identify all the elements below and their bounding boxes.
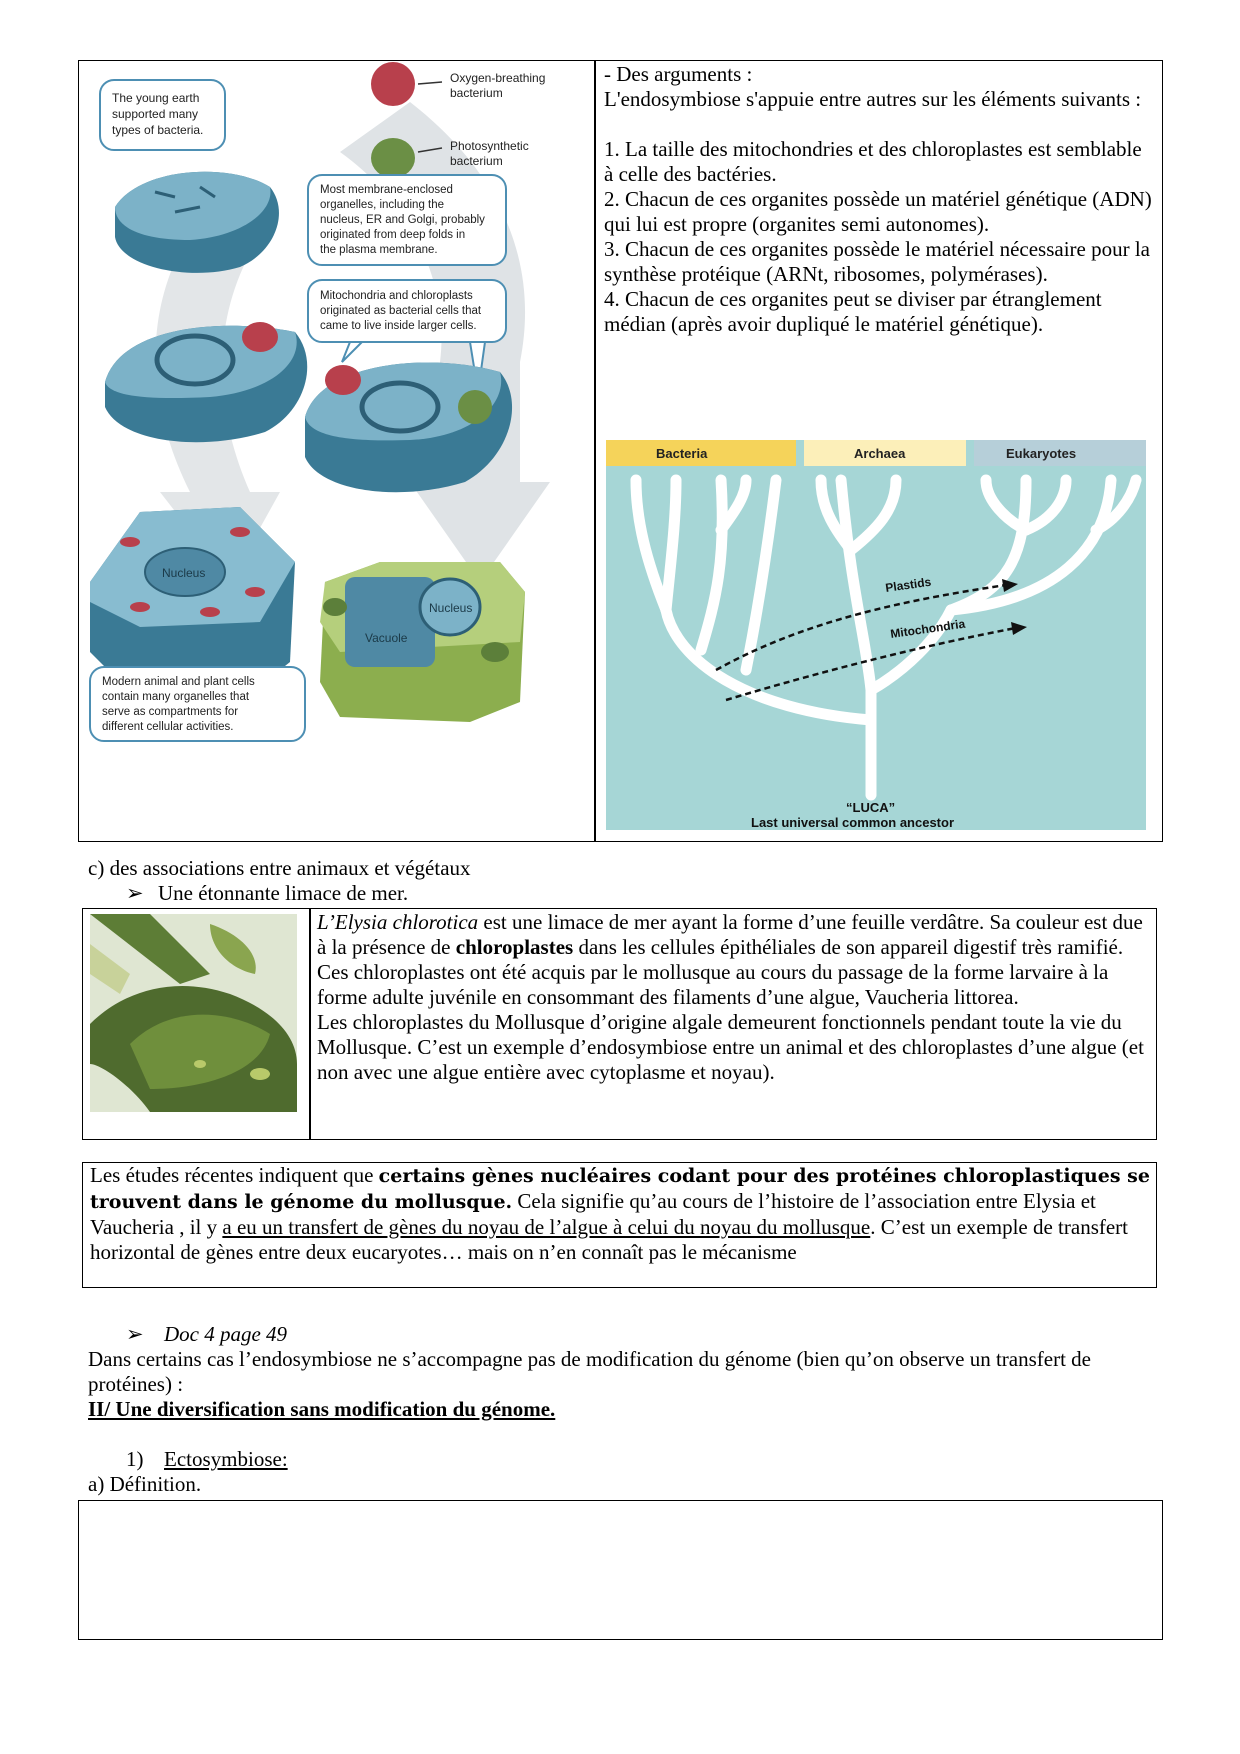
endosymbiosis-figure <box>80 62 592 840</box>
elysia-table-divider <box>309 908 311 1140</box>
plant-cell <box>320 562 525 722</box>
tree-label-eukaryotes: Eukaryotes <box>1006 446 1077 461</box>
callout-young-earth <box>100 80 225 150</box>
svg-text:Vacuole: Vacuole <box>365 631 408 645</box>
elysia-species-name: L’Elysia chlorotica <box>317 910 479 934</box>
svg-text:Nucleus: Nucleus <box>162 566 206 580</box>
tree-label-luca-caption: Last universal common ancestor <box>751 815 955 830</box>
top-table-divider <box>594 60 596 842</box>
doc4-bullet-row <box>126 1322 287 1347</box>
elysia-text: L’Elysia chlorotica est une limace de mer ayant la forme d’une feuille verdâtre. Sa couleur est due à la présence de chloroplastes dans les cellules épithéliales de son appareil digestif très ramifié. Ces chloroplastes ont été acquis par le mollusque au cours du passage de la forme larvaire à la forme adulte juvénile en consommant des filaments d’une algue, Vaucheria littorea. Les chloroplastes du Mollusque d’origine algale demeurent fonctionnels pendant toute la vie du Mollusque. C’est un exemple d’endosymbiose entre un animal et des chloroplastes d’une algue (et non avec une algue entière avec cytoplasme et noyau). <box>317 910 1152 1085</box>
svg-text:Mitochondria and chloroplastso: Mitochondria and chloroplasts originated as bacterial cells that came to live inside larger cells. <box>320 290 482 332</box>
studies-text: Les études récentes indiquent que certains gènes nucléaires codant pour des protéines chloroplastiques se trouvent dans le génome du mollusque. Cela signifie qu’au cours de l’histoire de l’association entre Elysia et Vaucheria , il y a eu un transfert de gènes du noyau de l’algue à celui du noyau du mollusque. C’est un exemple de transfert horizontal de gènes entre deux eucaryotes… mais on n’en connaît pas le mécanisme <box>90 1163 1150 1264</box>
elysia-paragraph-2: Les chloroplastes du Mollusque d’origine algale demeurent fonctionnels pendant toute la vie du Mollusque. C’est un exemple d’endosymbiose entre un animal et des chloroplastes d’une algue (et non avec une algue entière avec cytoplasme et noyau). <box>317 1010 1144 1084</box>
svg-text:Most membrane-enclosedorganell: Most membrane-enclosed organelles, including the nucleus, ER and Golgi, probably originated from deep folds in the plasma membrane. <box>320 184 485 256</box>
numbered-item-ectosymbiose: 1) Ectosymbiose: <box>126 1447 288 1471</box>
argument-item-3: 3. Chacun de ces organites possède le matériel nécessaire pour la synthèse protéique (ARNt, ribosomes, polymérases). <box>604 237 1150 286</box>
arguments-intro: L'endosymbiose s'appuie entre autres sur les éléments suivants : <box>604 87 1142 111</box>
svg-text:Oxygen-breathingbacterium: Oxygen-breathing bacterium <box>450 71 546 100</box>
tree-of-life-figure <box>606 440 1146 830</box>
svg-text:The young earthsupported manyt: The young earth supported many types of bacteria. <box>112 91 204 137</box>
svg-text:Photosyntheticbacterium: Photosynthetic bacterium <box>450 139 529 168</box>
studies-bold: certains gènes nucléaires codant pour des protéines chloroplastiques se trouvent dans le génome du mollusque. <box>90 1165 1150 1213</box>
argument-item-2: 2. Chacun de ces organites possède un matériel génétique (ADN) qui lui est propre (organites semi autonomes). <box>604 187 1152 236</box>
section-c-bullet-row <box>126 881 408 906</box>
arrow-bullet-icon: ➢ <box>126 881 144 905</box>
section-ii-heading: II/ Une diversification sans modification du génome. <box>88 1397 556 1421</box>
elysia-photo <box>90 914 297 1112</box>
tree-label-archaea: Archaea <box>854 446 906 461</box>
callout-membrane <box>308 175 506 265</box>
arguments-block <box>604 62 1156 337</box>
tree-label-mitochondria: Mitochondria <box>889 616 967 641</box>
arguments-heading: - Des arguments : <box>604 62 753 86</box>
definition-subheading: a) Définition. <box>88 1472 202 1496</box>
early-cell <box>115 172 279 273</box>
section-c-bullet: Une étonnante limace de mer. <box>158 881 409 905</box>
tree-label-bacteria: Bacteria <box>656 446 708 461</box>
doc4-reference: Doc 4 page 49 <box>164 1322 288 1346</box>
doc4-text: Dans certains cas l’endosymbiose ne s’accompagne pas de modification du génome (bien qu’on observe un transfert de protéines) : <box>88 1347 1092 1396</box>
argument-item-4: 4. Chacun de ces organites peut se diviser par étranglement médian (après avoir dupliqué le matériel génétique). <box>604 287 1102 336</box>
tree-label-plastids: Plastids <box>884 574 933 595</box>
svg-text:Nucleus: Nucleus <box>429 601 473 615</box>
definition-answer-box[interactable] <box>78 1500 1163 1640</box>
studies-underlined: a eu un transfert de gènes du noyau de l’algue à celui du noyau du mollusque <box>222 1215 871 1239</box>
section-c-title: c) des associations entre animaux et végétaux <box>88 856 471 880</box>
argument-item-1: 1. La taille des mitochondries et des chloroplastes est semblable à celle des bactéries. <box>604 137 1142 186</box>
arrow-bullet-icon: ➢ <box>126 1322 144 1346</box>
tree-label-luca: “LUCA” <box>846 800 896 815</box>
svg-text:Modern animal and plant cellsc: Modern animal and plant cells contain many organelles that serve as compartments for different cellular activities. <box>102 676 255 733</box>
callout-modern-cells <box>90 667 305 741</box>
